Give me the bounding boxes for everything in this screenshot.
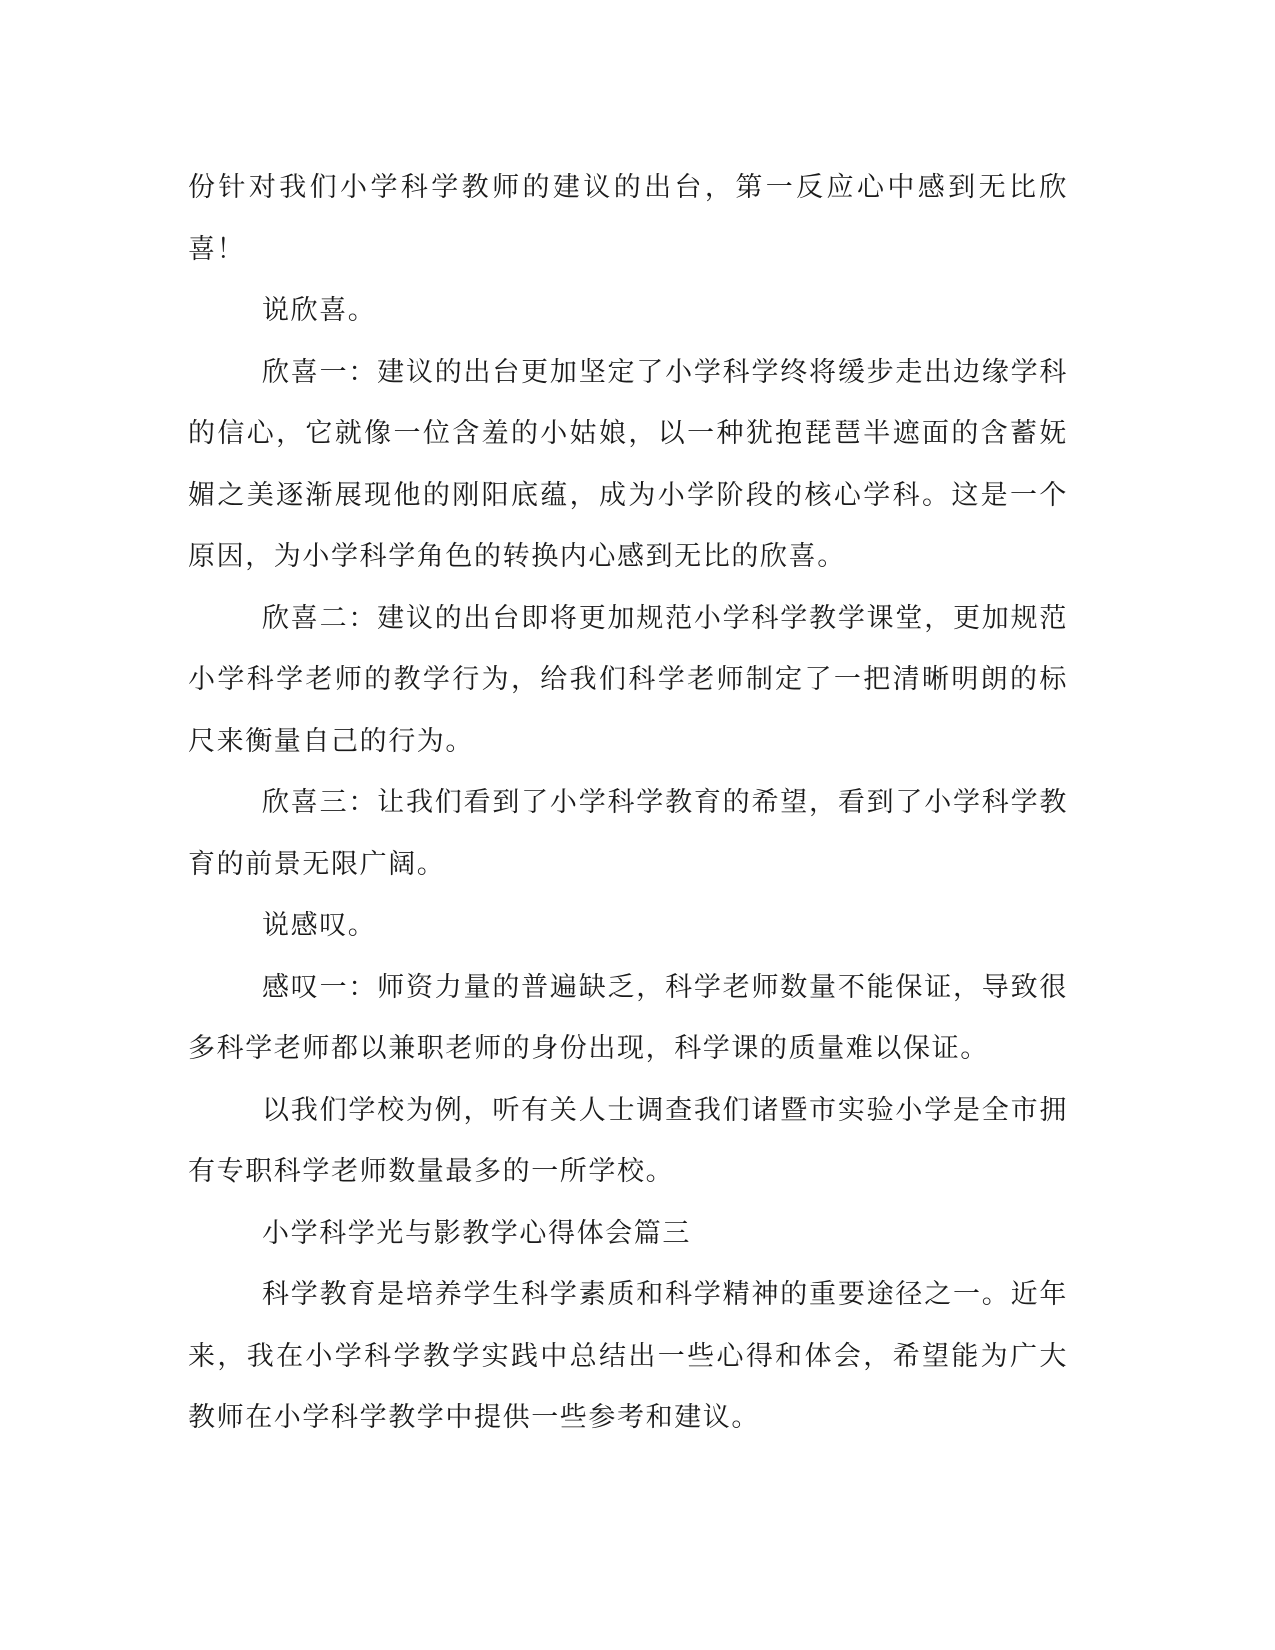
paragraph-joy-three: 欣喜三：让我们看到了小学科学教育的希望，看到了小学科学教育的前景无限广阔。	[188, 787, 1068, 880]
paragraph-section-heading-joy: 说欣喜。	[262, 295, 377, 326]
paragraph-continuation: 份针对我们小学科学教师的建议的出台，第一反应心中感到无比欣喜！	[188, 172, 1068, 265]
paragraph-joy-two: 欣喜二：建议的出台即将更加规范小学科学教学课堂，更加规范小学科学老师的教学行为，给我们科学老师制定了一把清晰明朗的标尺来衡量自己的行为。	[188, 602, 1068, 757]
paragraph-school-example: 以我们学校为例，听有关人士调查我们诸暨市实验小学是全市拥有专职科学老师数量最多的一所学校。	[188, 1094, 1068, 1187]
paragraph-sigh-one: 感叹一：师资力量的普遍缺乏，科学老师数量不能保证，导致很多科学老师都以兼职老师的身份出现，科学课的质量难以保证。	[188, 971, 1068, 1064]
paragraph-article-title: 小学科学光与影教学心得体会篇三	[262, 1217, 691, 1249]
paragraph-intro: 科学教育是培养学生科学素质和科学精神的重要途径之一。近年来，我在小学科学教学实践中总结出一些心得和体会，希望能为广大教师在小学科学教学中提供一些参考和建议。	[188, 1279, 1068, 1433]
paragraph-section-heading-sigh: 说感叹。	[262, 910, 377, 941]
document-body	[188, 157, 1068, 1449]
paragraph-joy-one: 欣喜一：建议的出台更加坚定了小学科学终将缓步走出边缘学科的信心，它就像一位含羞的小姑娘，以一种犹抱琵琶半遮面的含蓄妩媚之美逐渐展现他的刚阳底蕴，成为小学阶段的核心学科。这是一个原因，为小学科学角色的转换内心感到无比的欣喜。	[188, 356, 1068, 572]
